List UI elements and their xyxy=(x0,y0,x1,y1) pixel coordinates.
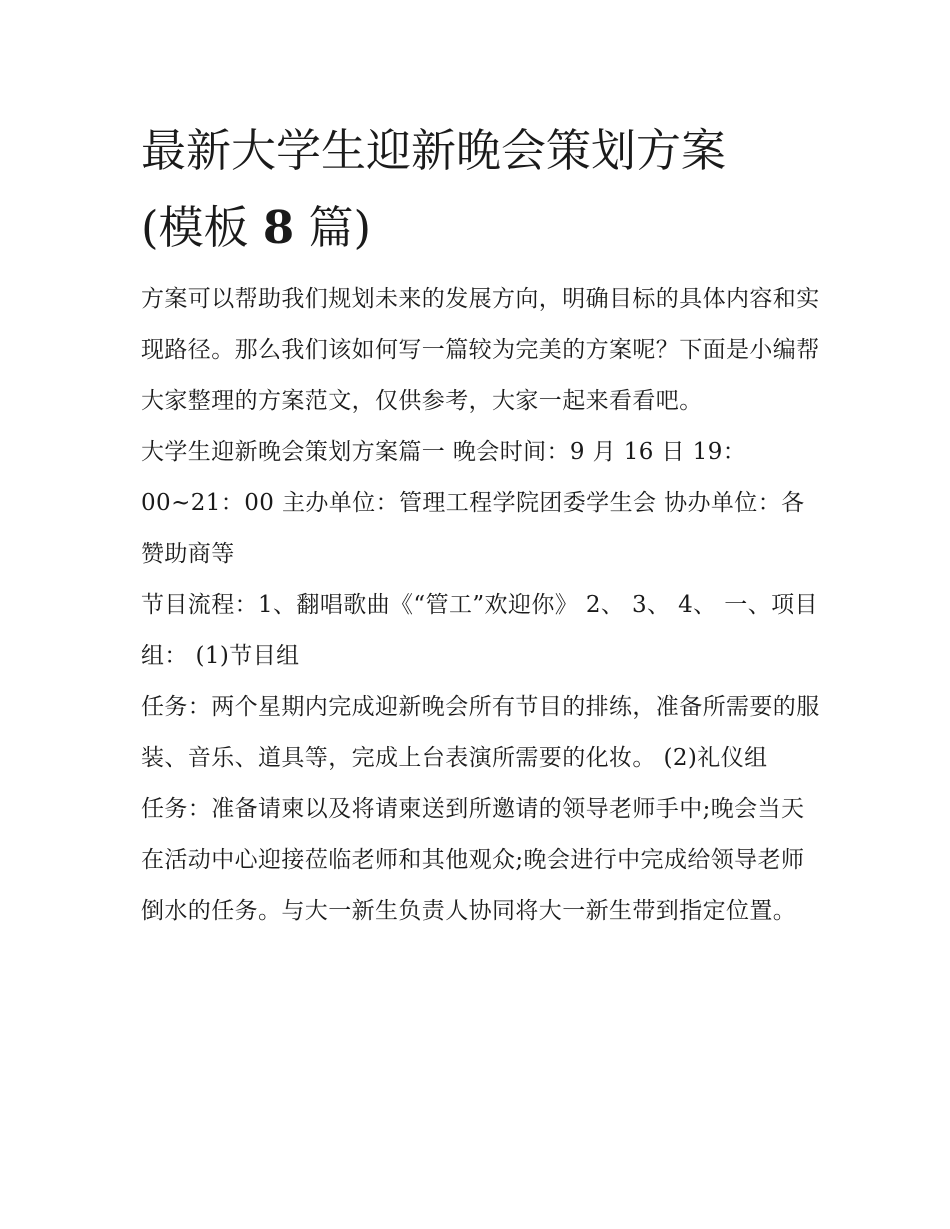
document-content xyxy=(141,112,821,937)
program-flow-paragraph: 节目流程：1、翻唱歌曲《“管工”欢迎你》 2、 3、 4、 一、项目组： (1)节目组 xyxy=(141,592,818,669)
document-title xyxy=(141,112,821,266)
intro-paragraph: 方案可以帮助我们规划未来的发展方向，明确目标的具体内容和实现路径。那么我们该如何写一篇较为完美的方案呢？下面是小编帮大家整理的方案范文，仅供参考，大家一起来看看吧。 xyxy=(141,286,820,414)
etiquette-group-task-paragraph: 任务：准备请柬以及将请柬送到所邀请的领导老师手中;晚会当天在活动中心迎接莅临老师和其他观众;晚会进行中完成给领导老师倒水的任务。与大一新生负责人协同将大一新生带到指定位置。 xyxy=(141,796,805,924)
program-group-task-paragraph: 任务：两个星期内完成迎新晚会所有节目的排练，准备所需要的服装、音乐、道具等，完成上台表演所需要的化妆。 (2)礼仪组 xyxy=(141,694,820,771)
title-line-2-number: 8 xyxy=(262,201,295,254)
document-body xyxy=(141,274,821,937)
title-line-2-prefix: (模板 xyxy=(141,201,263,254)
title-line-1: 最新大学生迎新晚会策划方案 xyxy=(141,124,727,177)
event-info-paragraph: 大学生迎新晚会策划方案篇一 晚会时间：9 月 16 日 19：00~21：00 主办单位：管理工程学院团委学生会 协办单位：各赞助商等 xyxy=(141,439,805,567)
title-line-2-suffix: 篇) xyxy=(294,201,372,254)
